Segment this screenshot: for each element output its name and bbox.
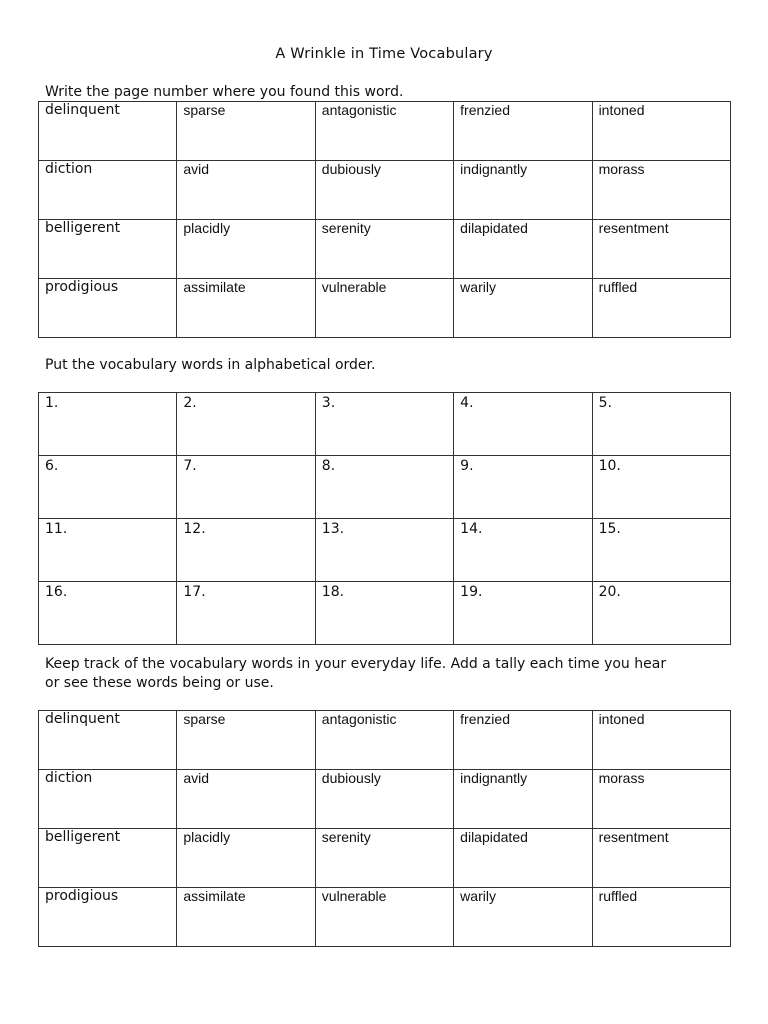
table-row <box>39 102 731 161</box>
word-cell[interactable]: prodigious <box>39 888 177 947</box>
word-cell[interactable]: intoned <box>592 102 730 161</box>
word-cell[interactable]: sparse <box>177 102 315 161</box>
word-cell[interactable]: serenity <box>315 829 453 888</box>
alphabetical-order-table <box>38 392 731 645</box>
number-cell[interactable]: 7. <box>177 456 315 519</box>
word-cell[interactable]: dilapidated <box>454 829 592 888</box>
page-number-table <box>38 101 731 338</box>
table-row <box>39 161 731 220</box>
number-cell[interactable]: 17. <box>177 582 315 645</box>
number-cell[interactable]: 11. <box>39 519 177 582</box>
word-cell[interactable]: delinquent <box>39 711 177 770</box>
table-row <box>39 888 731 947</box>
page-title: A Wrinkle in Time Vocabulary <box>275 46 493 62</box>
number-cell[interactable]: 16. <box>39 582 177 645</box>
word-cell[interactable]: sparse <box>177 711 315 770</box>
number-cell[interactable]: 8. <box>315 456 453 519</box>
table-row <box>39 456 731 519</box>
word-cell[interactable]: indignantly <box>454 770 592 829</box>
word-cell[interactable]: belligerent <box>39 220 177 279</box>
word-cell[interactable]: antagonistic <box>315 102 453 161</box>
table-row <box>39 220 731 279</box>
word-cell[interactable]: resentment <box>592 829 730 888</box>
table-row <box>39 279 731 338</box>
number-cell[interactable]: 20. <box>592 582 730 645</box>
number-cell[interactable]: 19. <box>454 582 592 645</box>
word-cell[interactable]: avid <box>177 770 315 829</box>
instruction-page-number: Write the page number where you found this word. <box>45 84 404 100</box>
tally-table <box>38 710 731 947</box>
instruction-alphabetical: Put the vocabulary words in alphabetical order. <box>45 357 376 373</box>
word-cell[interactable]: warily <box>454 279 592 338</box>
number-cell[interactable]: 10. <box>592 456 730 519</box>
word-cell[interactable]: antagonistic <box>315 711 453 770</box>
word-cell[interactable]: ruffled <box>592 279 730 338</box>
word-cell[interactable]: intoned <box>592 711 730 770</box>
number-cell[interactable]: 1. <box>39 393 177 456</box>
table-row <box>39 393 731 456</box>
instruction-tally <box>45 655 735 693</box>
word-cell[interactable]: vulnerable <box>315 888 453 947</box>
number-cell[interactable]: 9. <box>454 456 592 519</box>
word-cell[interactable]: delinquent <box>39 102 177 161</box>
word-cell[interactable]: placidly <box>177 220 315 279</box>
word-cell[interactable]: dubiously <box>315 161 453 220</box>
word-cell[interactable]: belligerent <box>39 829 177 888</box>
instruction-tally-line2: or see these words being or use. <box>45 675 274 691</box>
number-cell[interactable]: 14. <box>454 519 592 582</box>
word-cell[interactable]: morass <box>592 770 730 829</box>
word-cell[interactable]: vulnerable <box>315 279 453 338</box>
word-cell[interactable]: frenzied <box>454 102 592 161</box>
table-row <box>39 829 731 888</box>
word-cell[interactable]: diction <box>39 161 177 220</box>
word-cell[interactable]: serenity <box>315 220 453 279</box>
word-cell[interactable]: dubiously <box>315 770 453 829</box>
word-cell[interactable]: frenzied <box>454 711 592 770</box>
word-cell[interactable]: warily <box>454 888 592 947</box>
word-cell[interactable]: ruffled <box>592 888 730 947</box>
word-cell[interactable]: resentment <box>592 220 730 279</box>
number-cell[interactable]: 12. <box>177 519 315 582</box>
number-cell[interactable]: 2. <box>177 393 315 456</box>
number-cell[interactable]: 5. <box>592 393 730 456</box>
word-cell[interactable]: placidly <box>177 829 315 888</box>
instruction-tally-line1: Keep track of the vocabulary words in your everyday life. Add a tally each time you hear <box>45 656 667 672</box>
number-cell[interactable]: 18. <box>315 582 453 645</box>
number-cell[interactable]: 13. <box>315 519 453 582</box>
number-cell[interactable]: 3. <box>315 393 453 456</box>
table-row <box>39 711 731 770</box>
word-cell[interactable]: morass <box>592 161 730 220</box>
table-row <box>39 519 731 582</box>
table-row <box>39 770 731 829</box>
word-cell[interactable]: assimilate <box>177 888 315 947</box>
number-cell[interactable]: 4. <box>454 393 592 456</box>
word-cell[interactable]: dilapidated <box>454 220 592 279</box>
table-row <box>39 582 731 645</box>
word-cell[interactable]: avid <box>177 161 315 220</box>
number-cell[interactable]: 15. <box>592 519 730 582</box>
word-cell[interactable]: indignantly <box>454 161 592 220</box>
word-cell[interactable]: prodigious <box>39 279 177 338</box>
number-cell[interactable]: 6. <box>39 456 177 519</box>
word-cell[interactable]: assimilate <box>177 279 315 338</box>
word-cell[interactable]: diction <box>39 770 177 829</box>
